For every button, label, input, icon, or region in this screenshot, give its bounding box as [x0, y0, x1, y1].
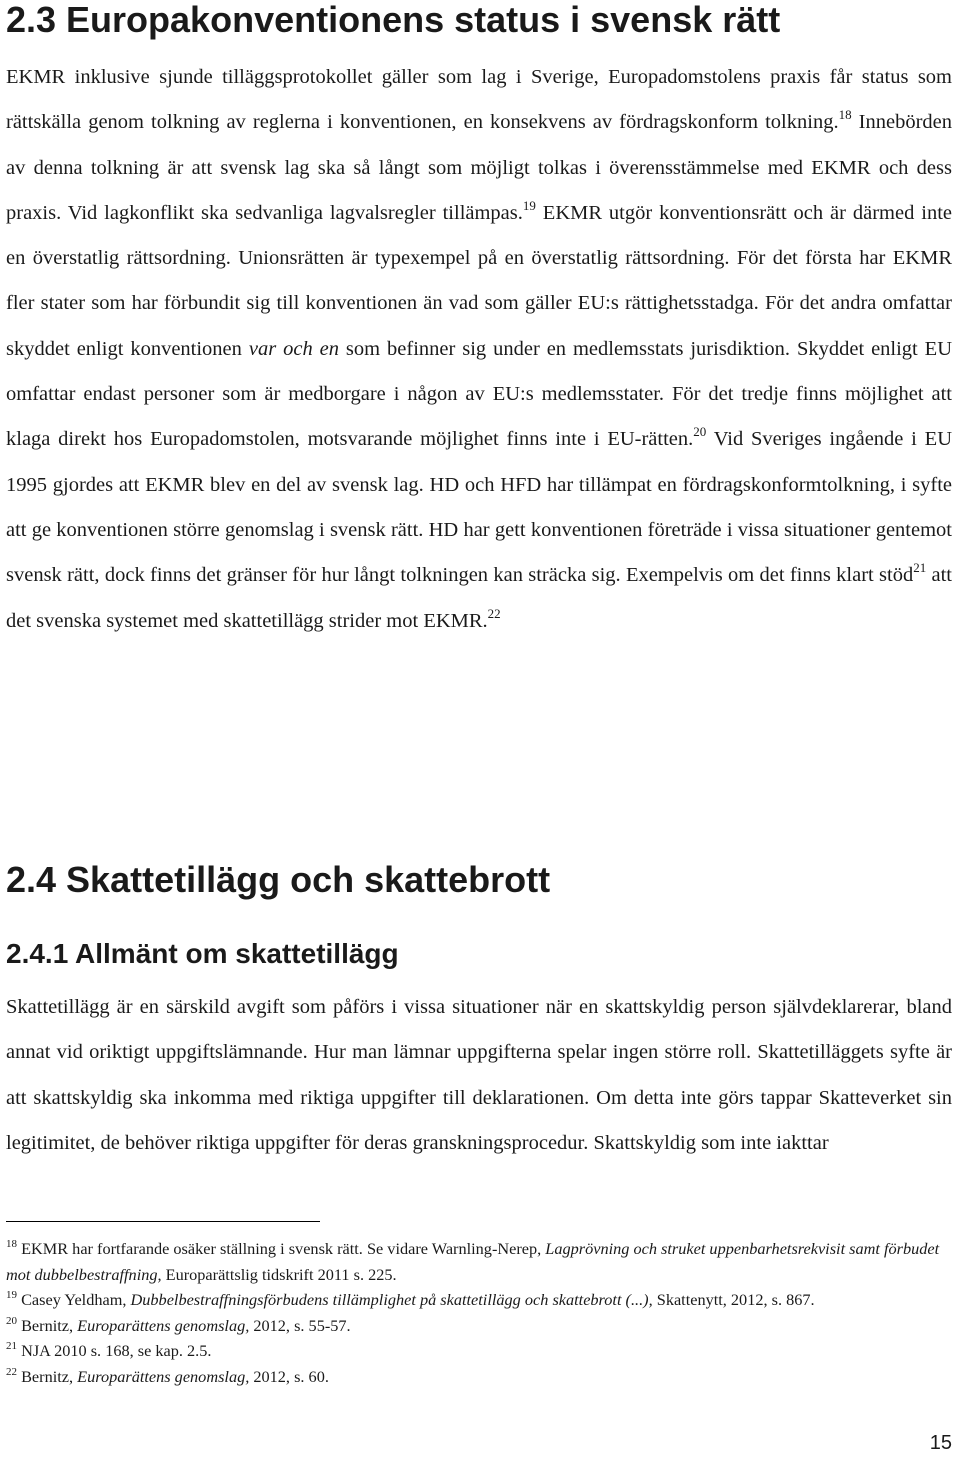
footnote-ref-22[interactable]: 22	[487, 605, 501, 621]
footnote-21	[6, 1338, 952, 1364]
para-text: Vid Sveriges ingående i EU 1995 gjordes att EKMR blev en del av svensk lag. HD och HFD har tillämpat en fördragskonformtolkning, i syfte att ge konventionen större genomslag i svensk rätt. HD har gett konventionen företräde i vissa situationer gentemot svensk rätt, dock finns det gränser för hur långt tolkningen kan sträcka sig. Exempelvis om det finns klart stöd	[6, 428, 952, 587]
footnote-number: 20	[6, 1314, 17, 1327]
footnote-divider	[6, 1221, 320, 1222]
section-heading-2-4: 2.4 Skattetillägg och skattebrott	[6, 859, 551, 900]
footnote-ref-18[interactable]: 18	[838, 107, 852, 123]
footnote-19	[6, 1287, 952, 1313]
body-paragraph-2-4-1: Skattetillägg är en särskild avgift som påförs i vissa situationer när en skattskyldig person självdeklarerar, bland annat vid oriktigt uppgiftslämnande. Hur man lämnar uppgifterna spelar ingen större roll. Skattetilläggets syfte är att skattskyldig ska inkomma med riktiga uppgifter till deklarationen. Om detta inte görs tappar Skatteverket sin legitimitet, de behöver riktiga uppgifter för deras granskningsprocedur. Skattskyldig som inte iakttar	[6, 996, 952, 1154]
section-heading-2-3: 2.3 Europakonventionens status i svensk rätt	[6, 0, 781, 40]
para-text: EKMR inklusive sjunde tilläggsprotokollet gäller som lag i Sverige, Europadomstolens praxis får status som rättskälla genom tolkning av reglerna i konventionen, en konsekvens av fördragskonform tolkning.	[6, 66, 952, 134]
para-text: EKMR utgör konventionsrätt och är därmed inte en överstatlig rättsordning. Unionsrätten är typexempel på en överstatlig rättsordning. För det första har EKMR fler stater som har förbundit sig till konventionen än vad som gäller EU:s rättighetsstadga. För det andra omfattar skyddet enligt konventionen	[6, 201, 952, 360]
footnote-title: Dubbelbestraffningsförbudens tillämplighet på skattetillägg och skattebrott (...),	[130, 1290, 653, 1309]
para-text: att det svenska systemet med skattetillägg strider mot EKMR.	[6, 564, 952, 632]
footnote-ref-21[interactable]: 21	[913, 560, 927, 576]
footnotes	[6, 1236, 952, 1389]
footnote-number: 21	[6, 1340, 17, 1352]
italic-phrase: var och en	[248, 337, 339, 360]
footnote-text: Europarättslig tidskrift 2011 s. 225.	[161, 1264, 397, 1284]
footnote-number: 19	[6, 1289, 17, 1301]
footnote-18	[6, 1236, 952, 1287]
footnote-ref-19[interactable]: 19	[522, 197, 536, 213]
para-text: som befinner sig under en medlemsstats jurisdiktion. Skyddet enligt EU omfattar endast personer som är medborgare i någon av EU:s medlemsstater. För det tredje finns möjlighet att klaga direkt hos Europadomstolen, motsvarande möjlighet finns inte i EU-rätten.	[6, 337, 953, 451]
subsection-heading-2-4-1: 2.4.1 Allmänt om skattetillägg	[6, 938, 399, 969]
footnote-text: Casey Yeldham,	[17, 1290, 131, 1309]
footnote-text: 2012, s. 55-57.	[249, 1315, 351, 1335]
footnote-ref-20[interactable]: 20	[693, 424, 707, 440]
footnote-title: Europarättens genomslag,	[77, 1366, 250, 1386]
page-number: 15	[929, 1432, 952, 1454]
footnote-title: Europarättens genomslag,	[77, 1315, 250, 1335]
footnote-text: EKMR har fortfarande osäker ställning i svensk rätt. Se vidare Warnling-Nerep,	[17, 1239, 546, 1258]
footnote-text: Bernitz,	[17, 1315, 78, 1335]
footnote-number: 22	[6, 1365, 17, 1378]
footnote-number: 18	[6, 1238, 17, 1250]
footnote-text: NJA 2010 s. 168, se kap. 2.5.	[17, 1341, 212, 1360]
footnote-22	[6, 1364, 952, 1390]
para-text: Innebörden av denna tolkning är att svensk lag ska så långt som möjligt tolkas i överensstämmelse med EKMR och dess praxis. Vid lagkonflikt ska sedvanliga lagvalsregler tillämpas.	[6, 111, 952, 224]
body-paragraph-2-3	[6, 55, 952, 644]
footnote-text: 2012, s. 60.	[249, 1366, 329, 1386]
footnote-text: Bernitz,	[17, 1366, 78, 1386]
footnote-text: Skattenytt, 2012, s. 867.	[652, 1290, 815, 1309]
footnote-20	[6, 1313, 952, 1339]
footnote-title: Lagprövning och struket uppenbarhetsrekvisit samt förbudet mot dubbelbestraffning,	[6, 1239, 940, 1284]
